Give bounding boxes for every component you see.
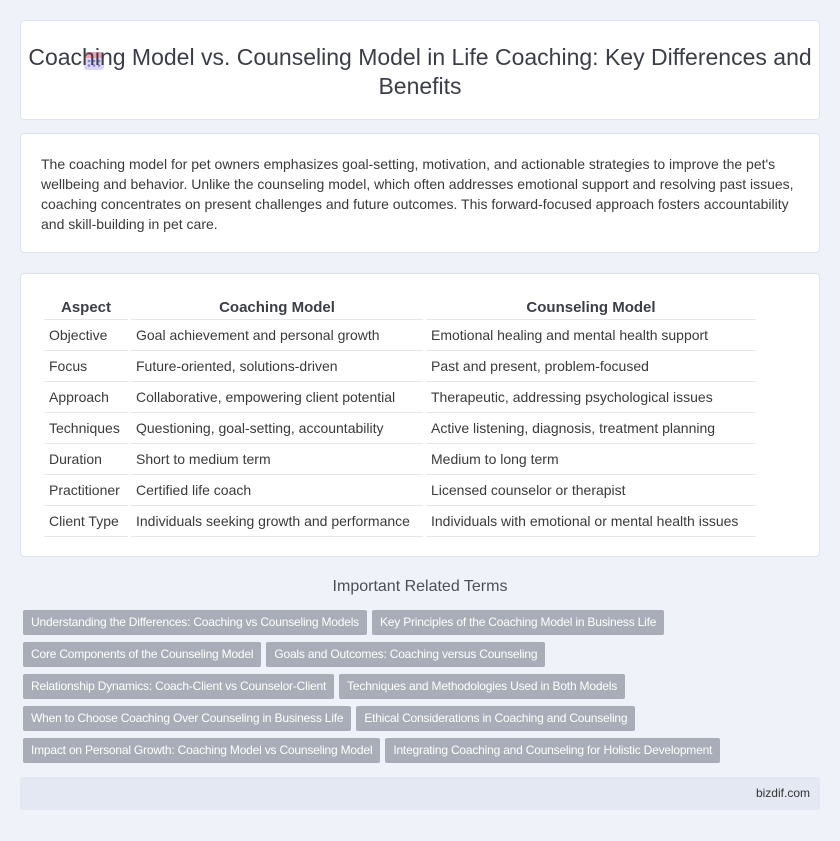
table-row bbox=[44, 320, 756, 351]
table-row bbox=[44, 506, 756, 537]
aspect-cell: Client Type bbox=[44, 506, 128, 537]
aspect-cell: Objective bbox=[44, 320, 128, 351]
counseling-cell: Individuals with emotional or mental health issues bbox=[426, 506, 756, 537]
intro-card bbox=[20, 133, 820, 253]
footer bbox=[20, 777, 820, 810]
counseling-cell: Past and present, problem-focused bbox=[426, 351, 756, 382]
table-header-row bbox=[44, 296, 756, 320]
aspect-cell: Approach bbox=[44, 382, 128, 413]
aspect-cell: Techniques bbox=[44, 413, 128, 444]
site-name[interactable]: bizdif.com bbox=[755, 786, 810, 800]
counseling-cell: Therapeutic, addressing psychological issues bbox=[426, 382, 756, 413]
aspect-cell: Focus bbox=[44, 351, 128, 382]
related-term-link[interactable]: Goals and Outcomes: Coaching versus Counseling bbox=[266, 642, 545, 667]
header-coaching: Coaching Model bbox=[131, 296, 423, 320]
header-counseling: Counseling Model bbox=[426, 296, 756, 320]
tag-row bbox=[23, 610, 803, 642]
related-term-link[interactable]: When to Choose Coaching Over Counseling in Business Life bbox=[23, 706, 351, 731]
tag-row bbox=[23, 706, 803, 738]
related-term-link[interactable]: Integrating Coaching and Counseling for Holistic Development bbox=[385, 738, 720, 763]
comparison-card bbox=[20, 273, 820, 557]
tag-row bbox=[23, 738, 803, 770]
coaching-cell: Certified life coach bbox=[131, 475, 423, 506]
counseling-cell: Licensed counselor or therapist bbox=[426, 475, 756, 506]
related-term-link[interactable]: Impact on Personal Growth: Coaching Model vs Counseling Model bbox=[23, 738, 380, 763]
counseling-cell: Emotional healing and mental health support bbox=[426, 320, 756, 351]
page-title: Coaching Model vs. Counseling Model in Life Coaching: Key Differences and Benefits bbox=[28, 44, 812, 99]
table-row bbox=[44, 382, 756, 413]
intro-paragraph: The coaching model for pet owners emphasizes goal-setting, motivation, and actionable strategies to improve the pet's wellbeing and behavior. Unlike the counseling model, which often addresses emotional support and resolving past issues, coaching concentrates on present challenges and future outcomes. This forward-focused approach fosters accountability and skill-building in pet care. bbox=[41, 156, 794, 232]
header-aspect: Aspect bbox=[44, 296, 128, 320]
coaching-cell: Goal achievement and personal growth bbox=[131, 320, 423, 351]
tag-row bbox=[23, 674, 803, 706]
aspect-cell: Practitioner bbox=[44, 475, 128, 506]
coaching-cell: Short to medium term bbox=[131, 444, 423, 475]
coaching-cell: Questioning, goal-setting, accountability bbox=[131, 413, 423, 444]
aspect-cell: Duration bbox=[44, 444, 128, 475]
header-card bbox=[20, 20, 820, 120]
coaching-cell: Individuals seeking growth and performance bbox=[131, 506, 423, 537]
comparison-table bbox=[41, 296, 759, 537]
table-row bbox=[44, 351, 756, 382]
table-row bbox=[44, 444, 756, 475]
table-row bbox=[44, 413, 756, 444]
related-terms-heading: Important Related Terms bbox=[332, 578, 508, 595]
coaching-cell: Collaborative, empowering client potential bbox=[131, 382, 423, 413]
counseling-cell: Medium to long term bbox=[426, 444, 756, 475]
related-term-link[interactable]: Understanding the Differences: Coaching vs Counseling Models bbox=[23, 610, 367, 635]
related-terms-list bbox=[23, 610, 803, 770]
related-term-link[interactable]: Techniques and Methodologies Used in Both Models bbox=[339, 674, 625, 699]
related-term-link[interactable]: Ethical Considerations in Coaching and Counseling bbox=[356, 706, 635, 731]
related-term-link[interactable]: Key Principles of the Coaching Model in Business Life bbox=[372, 610, 664, 635]
tag-row bbox=[23, 642, 803, 674]
related-term-link[interactable]: Core Components of the Counseling Model bbox=[23, 642, 261, 667]
counseling-cell: Active listening, diagnosis, treatment planning bbox=[426, 413, 756, 444]
table-row bbox=[44, 475, 756, 506]
related-term-link[interactable]: Relationship Dynamics: Coach-Client vs Counselor-Client bbox=[23, 674, 334, 699]
coaching-cell: Future-oriented, solutions-driven bbox=[131, 351, 423, 382]
